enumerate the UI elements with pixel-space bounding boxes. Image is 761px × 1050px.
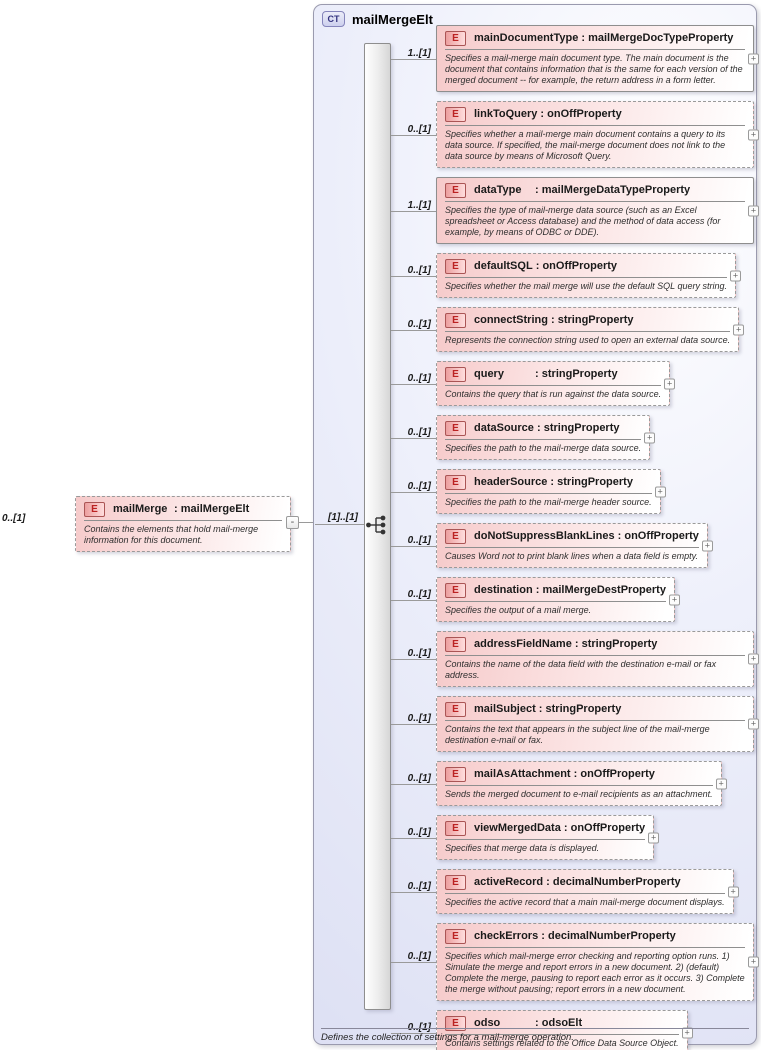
divider [445, 947, 745, 948]
element-header [445, 182, 745, 199]
element-badge-icon: E [445, 529, 466, 544]
element-name: checkErrors [474, 930, 539, 942]
element-box[interactable] [436, 415, 653, 460]
element-cardinality: 0..[1] [407, 772, 431, 784]
element-row [407, 253, 739, 298]
element-badge-icon: E [445, 475, 466, 490]
element-connector-line [391, 426, 436, 439]
element-name: dataType [474, 184, 522, 196]
element-description: Specifies a mail-merge main document type. The main document is the document that contains information that is the same for each version of the merged document -- for example, the return address in a form letter. [445, 53, 743, 85]
element-badge-icon: E [445, 183, 466, 198]
element-header [445, 528, 699, 545]
element-row [407, 761, 724, 806]
expand-icon[interactable]: + [664, 378, 675, 389]
element-box[interactable] [436, 101, 757, 168]
element-type: : onOffProperty [533, 260, 617, 272]
element-connector-line [391, 648, 436, 660]
element-row [407, 923, 757, 1001]
element-name: mailAsAttachment [474, 768, 571, 780]
element-cardinality: 0..[1] [407, 534, 431, 546]
element-title [474, 258, 617, 275]
element-description: Represents the connection string used to open an external data source. [445, 335, 731, 345]
element-row [407, 577, 678, 622]
element-title [474, 1015, 582, 1032]
element-cardinality: 0..[1] [407, 123, 431, 135]
element-badge-icon: E [445, 107, 466, 122]
element-header [445, 766, 713, 783]
element-name: odso [474, 1017, 501, 1029]
element-header [445, 106, 745, 123]
element-name: linkToQuery [474, 108, 538, 120]
element-title [474, 366, 618, 383]
element-type: : stringProperty [572, 638, 658, 650]
element-title [474, 636, 657, 653]
divider [445, 893, 725, 894]
element-row [407, 523, 711, 568]
element-header [445, 636, 745, 653]
complex-type-badge-icon: CT [322, 11, 345, 27]
element-title [474, 928, 676, 945]
element-box[interactable] [436, 577, 678, 622]
element-badge-icon: E [445, 259, 466, 274]
element-type: : onOffProperty [571, 768, 655, 780]
element-description: Contains the name of the data field with the destination e-mail or fax address. [445, 659, 717, 680]
element-type: : mailMergeDataTypeProperty [532, 184, 690, 196]
element-connector-line [391, 534, 436, 547]
element-type: : decimalNumberProperty [543, 876, 681, 888]
root-element-type: : mailMergeElt [171, 503, 249, 515]
element-cardinality: 0..[1] [407, 713, 431, 724]
element-title [474, 474, 633, 491]
element-name: mailSubject [474, 703, 536, 715]
element-box[interactable] [436, 631, 757, 687]
element-connector-line [391, 951, 436, 963]
element-name: doNotSuppressBlankLines [474, 530, 615, 542]
element-title [474, 701, 621, 718]
element-title [474, 528, 699, 545]
element-description: Contains settings related to the Office Data Source Object. [445, 1038, 679, 1048]
element-header [445, 420, 641, 437]
expand-icon[interactable]: + [728, 886, 739, 897]
element-row [407, 415, 653, 460]
element-type: : mailMergeDocTypeProperty [578, 32, 733, 44]
element-badge-icon: E [445, 875, 466, 890]
element-title [474, 420, 620, 437]
element-title [474, 312, 634, 329]
element-row [407, 815, 657, 860]
element-connector-line [391, 47, 436, 60]
element-box[interactable] [436, 361, 673, 406]
element-badge-icon: E [445, 929, 466, 944]
root-cardinality: 0..[1] [2, 513, 26, 524]
element-badge-icon: E [445, 583, 466, 598]
element-connector-line [391, 880, 436, 893]
element-description: Specifies that merge data is displayed. [445, 843, 600, 853]
element-cardinality: 0..[1] [407, 1021, 431, 1033]
element-name: activeRecord [474, 876, 544, 888]
element-type: : stringProperty [536, 703, 622, 715]
divider [445, 785, 713, 786]
element-description: Causes Word not to print blank lines when a data field is empty. [445, 551, 698, 561]
element-title [474, 30, 733, 47]
expand-icon[interactable]: + [748, 654, 759, 665]
footer-divider [321, 1028, 749, 1029]
element-type: : stringProperty [534, 422, 620, 434]
element-badge-icon: E [445, 421, 466, 436]
element-header [445, 1015, 679, 1032]
element-row [407, 696, 757, 752]
element-cardinality: 0..[1] [407, 951, 431, 962]
element-header [445, 701, 745, 718]
complex-type-title: mailMergeElt [352, 11, 433, 27]
divider [445, 547, 699, 548]
divider [445, 385, 661, 386]
expand-icon[interactable]: + [748, 205, 759, 216]
element-description: Contains the text that appears in the subject line of the mail-merge destination e-mail or fax. [445, 724, 710, 745]
expand-icon[interactable]: + [748, 53, 759, 64]
expand-icon[interactable]: + [644, 432, 655, 443]
root-element-name: mailMerge [113, 503, 168, 515]
divider [445, 125, 745, 126]
element-description: Specifies the active record that a main mail-merge document displays. [445, 897, 725, 907]
element-description: Specifies whether a mail-merge main document contains a query to its data source. If specified, the mail-merge document does not link to the data source by means of Microsoft Query. [445, 129, 726, 161]
element-badge-icon: E [445, 313, 466, 328]
element-name: viewMergedData [474, 822, 561, 834]
element-row [407, 177, 757, 244]
element-header [445, 474, 652, 491]
element-badge-icon: E [445, 637, 466, 652]
element-cardinality: 0..[1] [407, 372, 431, 384]
element-name: destination [474, 584, 533, 596]
element-cardinality: 0..[1] [407, 318, 431, 330]
element-badge-icon: E [445, 31, 466, 46]
element-title [474, 106, 622, 123]
element-header [445, 582, 666, 599]
complex-type-footer: Defines the collection of settings for a mail-merge operation. [321, 1032, 574, 1043]
divider [445, 493, 652, 494]
element-type: : stringProperty [532, 368, 618, 380]
element-badge-icon: E [445, 1016, 466, 1031]
element-cardinality: 0..[1] [407, 264, 431, 276]
element-description: Sends the merged document to e-mail recipients as an attachment. [445, 789, 713, 799]
element-box[interactable] [436, 869, 734, 914]
expand-icon[interactable]: + [748, 957, 759, 968]
divider [445, 49, 745, 50]
element-title [474, 820, 645, 837]
element-header [445, 30, 745, 47]
element-box[interactable] [436, 923, 757, 1001]
element-type: : stringProperty [547, 476, 633, 488]
element-row [407, 101, 757, 168]
element-name: mainDocumentType [474, 32, 579, 44]
element-badge-icon: E [445, 767, 466, 782]
element-row [407, 361, 673, 406]
element-connector-line [391, 588, 436, 601]
element-description: Specifies the path to the mail-merge data source. [445, 443, 642, 453]
element-badge-icon: E [445, 702, 466, 717]
element-name: query [474, 368, 504, 380]
expand-icon[interactable]: + [748, 719, 759, 730]
element-title [474, 582, 666, 599]
element-header [445, 874, 725, 891]
element-box[interactable] [436, 815, 657, 860]
element-connector-line [391, 713, 436, 725]
element-name: addressFieldName [474, 638, 572, 650]
divider [445, 720, 745, 721]
element-box[interactable] [436, 469, 661, 514]
element-connector-line [391, 264, 436, 277]
element-box[interactable] [436, 25, 757, 92]
element-row [407, 469, 663, 514]
element-row [407, 869, 736, 914]
expand-icon[interactable]: + [730, 270, 741, 281]
expand-icon[interactable]: + [648, 832, 659, 843]
element-type: : odsoElt [532, 1017, 582, 1029]
element-connector-line [391, 372, 436, 385]
divider [445, 277, 727, 278]
element-type: : onOffProperty [561, 822, 645, 834]
element-header [445, 312, 730, 329]
divider [84, 520, 282, 521]
element-connector-line [391, 123, 436, 136]
element-row [407, 1010, 690, 1050]
element-title [474, 766, 655, 783]
collapse-icon[interactable]: - [286, 516, 299, 529]
element-header [445, 258, 727, 275]
element-name: connectString [474, 314, 548, 326]
element-name: headerSource [474, 476, 548, 488]
expand-icon[interactable]: + [669, 594, 680, 605]
expand-icon[interactable]: + [716, 778, 727, 789]
element-box[interactable] [436, 177, 757, 244]
element-connector-line [391, 826, 436, 839]
element-box[interactable] [436, 696, 757, 752]
element-row [407, 631, 757, 687]
divider [445, 601, 666, 602]
element-header [445, 928, 745, 945]
complex-type-container [313, 4, 757, 1048]
element-badge-icon: E [84, 502, 105, 517]
element-type: : decimalNumberProperty [538, 930, 676, 942]
sequence-icon [365, 514, 391, 536]
element-box[interactable] [436, 761, 722, 806]
element-cardinality: 1..[1] [407, 47, 431, 59]
element-cardinality: 0..[1] [407, 826, 431, 838]
element-cardinality: 1..[1] [407, 199, 431, 211]
root-element-box[interactable] [75, 496, 291, 552]
element-connector-line [391, 199, 436, 212]
element-type: : onOffProperty [537, 108, 621, 120]
element-cardinality: 0..[1] [407, 648, 431, 659]
element-header [445, 366, 661, 383]
divider [445, 839, 645, 840]
element-header [445, 820, 645, 837]
expand-icon[interactable]: + [682, 1027, 693, 1038]
expand-icon[interactable]: + [655, 486, 666, 497]
element-rows [407, 25, 757, 1050]
divider [445, 655, 745, 656]
element-cardinality: 0..[1] [407, 880, 431, 892]
element-connector-line [391, 318, 436, 331]
element-description: Specifies the output of a mail merge. [445, 605, 592, 615]
element-type: : onOffProperty [615, 530, 699, 542]
element-box[interactable] [436, 523, 711, 568]
element-name: dataSource [474, 422, 534, 434]
element-type: : mailMergeDestProperty [533, 584, 666, 596]
element-connector-line [391, 772, 436, 785]
element-description: Specifies the path to the mail-merge header source. [445, 497, 652, 507]
element-description: Specifies which mail-merge error checking and reporting option runs. 1) Simulate the merge and report errors in a new document. 2) (default) Complete the merge, pausing to report each error as it occurs. 3) Complete the merge without pausing; report errors in a new document. [445, 951, 745, 994]
element-description: Specifies the type of mail-merge data source (such as an Excel spreadsheet or Access database) and the method of data access (for example, by means of ODBC or DDE). [445, 205, 721, 237]
element-box[interactable] [436, 253, 739, 298]
sequence-cardinality: [1]..[1] [328, 512, 358, 523]
element-title [474, 182, 690, 199]
root-element-header [84, 501, 282, 518]
element-box[interactable] [436, 1010, 688, 1050]
element-type: : stringProperty [548, 314, 634, 326]
element-description: Specifies whether the mail merge will use the default SQL query string. [445, 281, 727, 291]
element-box[interactable] [436, 307, 742, 352]
element-cardinality: 0..[1] [407, 480, 431, 492]
element-name: defaultSQL [474, 260, 533, 272]
divider [445, 201, 745, 202]
element-badge-icon: E [445, 367, 466, 382]
element-badge-icon: E [445, 821, 466, 836]
divider [445, 331, 730, 332]
expand-icon[interactable]: + [702, 540, 713, 551]
complex-type-header [322, 11, 433, 27]
expand-icon[interactable]: + [748, 129, 759, 140]
element-title [474, 874, 681, 891]
root-element-description: Contains the elements that hold mail-merge information for this document. [84, 524, 259, 545]
root-element-title [113, 501, 249, 518]
element-row [407, 307, 742, 352]
divider [445, 439, 641, 440]
element-cardinality: 0..[1] [407, 426, 431, 438]
expand-icon[interactable]: + [733, 324, 744, 335]
element-cardinality: 0..[1] [407, 588, 431, 600]
element-row [407, 25, 757, 92]
element-connector-line [391, 480, 436, 493]
element-description: Contains the query that is run against the data source. [445, 389, 662, 399]
sequence-connector-line [315, 524, 366, 525]
